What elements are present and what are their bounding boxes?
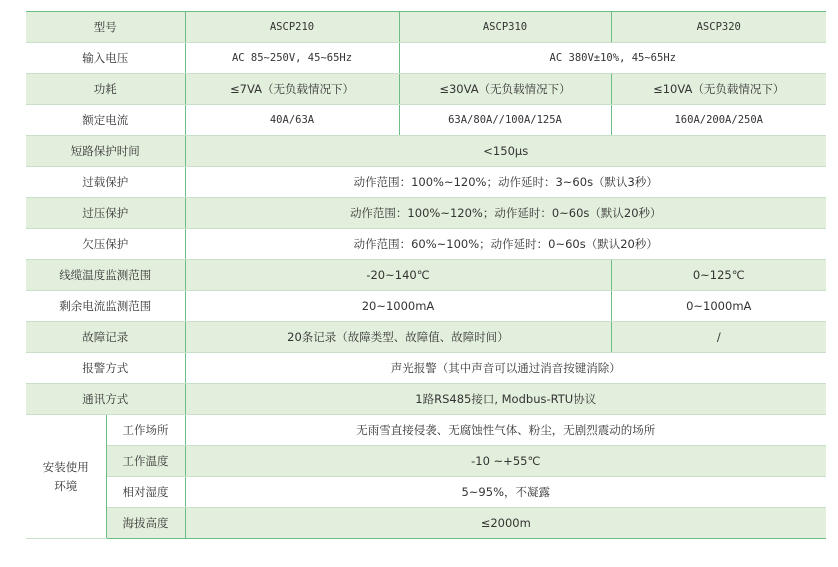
cell-value: 63A/80A//100A/125A: [399, 105, 611, 136]
cell-value: ≤7VA（无负载情况下）: [185, 74, 399, 105]
model-asc310: ASCP310: [399, 12, 611, 43]
row-label: 额定电流: [26, 105, 185, 136]
cell-value: 无雨雪直接侵袭、无腐蚀性气体、粉尘，无剧烈震动的场所: [185, 415, 826, 446]
cell-value: ≤10VA（无负载情况下）: [611, 74, 826, 105]
table-row-power: [26, 74, 826, 105]
row-label: 故障记录: [26, 322, 185, 353]
table-row-env-humidity: [26, 477, 826, 508]
cell-value: /: [611, 322, 826, 353]
table-row-env-altitude: [26, 508, 826, 539]
cell-value: 动作范围：100%~120%；动作延时：0~60s（默认20秒）: [185, 198, 826, 229]
table-row-overload: [26, 167, 826, 198]
table-row-comm: [26, 384, 826, 415]
row-label: 功耗: [26, 74, 185, 105]
cell-value: AC 85~250V, 45~65Hz: [185, 43, 399, 74]
table-row-fault-record: [26, 322, 826, 353]
row-label: 报警方式: [26, 353, 185, 384]
cell-value: 0~1000mA: [611, 291, 826, 322]
cell-value: -10 ~+55℃: [185, 446, 826, 477]
row-label: 通讯方式: [26, 384, 185, 415]
table-row-alarm: [26, 353, 826, 384]
table-row-model: [26, 12, 826, 43]
cell-value: 1路RS485接口, Modbus-RTU协议: [185, 384, 826, 415]
row-label: 欠压保护: [26, 229, 185, 260]
row-label: 过载保护: [26, 167, 185, 198]
row-label: 输入电压: [26, 43, 185, 74]
cell-value: 40A/63A: [185, 105, 399, 136]
cell-value: 160A/200A/250A: [611, 105, 826, 136]
table-row-cable-temp: [26, 260, 826, 291]
cell-value: 20~1000mA: [185, 291, 611, 322]
table-row-undervoltage: [26, 229, 826, 260]
env-label-line1: 安装使用: [42, 459, 89, 474]
header-label: 型号: [26, 12, 185, 43]
cell-value: ≤30VA（无负载情况下）: [399, 74, 611, 105]
cell-value: 动作范围：100%~120%；动作延时：3~60s（默认3秒）: [185, 167, 826, 198]
cell-value: 20条记录（故障类型、故障值、故障时间）: [185, 322, 611, 353]
cell-value: 动作范围：60%~100%；动作延时：0~60s（默认20秒）: [185, 229, 826, 260]
table-row-env-workplace: [26, 415, 826, 446]
table-row-rated-current: [26, 105, 826, 136]
table-row-input-voltage: [26, 43, 826, 74]
row-label: 工作场所: [106, 415, 185, 446]
row-label: 工作温度: [106, 446, 185, 477]
row-label: 线缆温度监测范围: [26, 260, 185, 291]
cell-value: ≤2000m: [185, 508, 826, 539]
cell-value: 0~125℃: [611, 260, 826, 291]
cell-value: -20~140℃: [185, 260, 611, 291]
row-label: 海拔高度: [106, 508, 185, 539]
cell-value: 声光报警（其中声音可以通过消音按键消除）: [185, 353, 826, 384]
spec-table: [26, 11, 826, 539]
table-row-env-temp: [26, 446, 826, 477]
model-asc210: ASCP210: [185, 12, 399, 43]
env-label-line2: 环境: [54, 478, 78, 493]
table-row-short-circuit: [26, 136, 826, 167]
env-group-label: [26, 415, 106, 539]
cell-value: AC 380V±10%, 45~65Hz: [399, 43, 826, 74]
cell-value: <150μs: [185, 136, 826, 167]
model-asc320: ASCP320: [611, 12, 826, 43]
row-label: 短路保护时间: [26, 136, 185, 167]
row-label: 相对湿度: [106, 477, 185, 508]
row-label: 剩余电流监测范围: [26, 291, 185, 322]
row-label: 过压保护: [26, 198, 185, 229]
table-row-residual-current: [26, 291, 826, 322]
table-row-overvoltage: [26, 198, 826, 229]
cell-value: 5~95%，不凝露: [185, 477, 826, 508]
